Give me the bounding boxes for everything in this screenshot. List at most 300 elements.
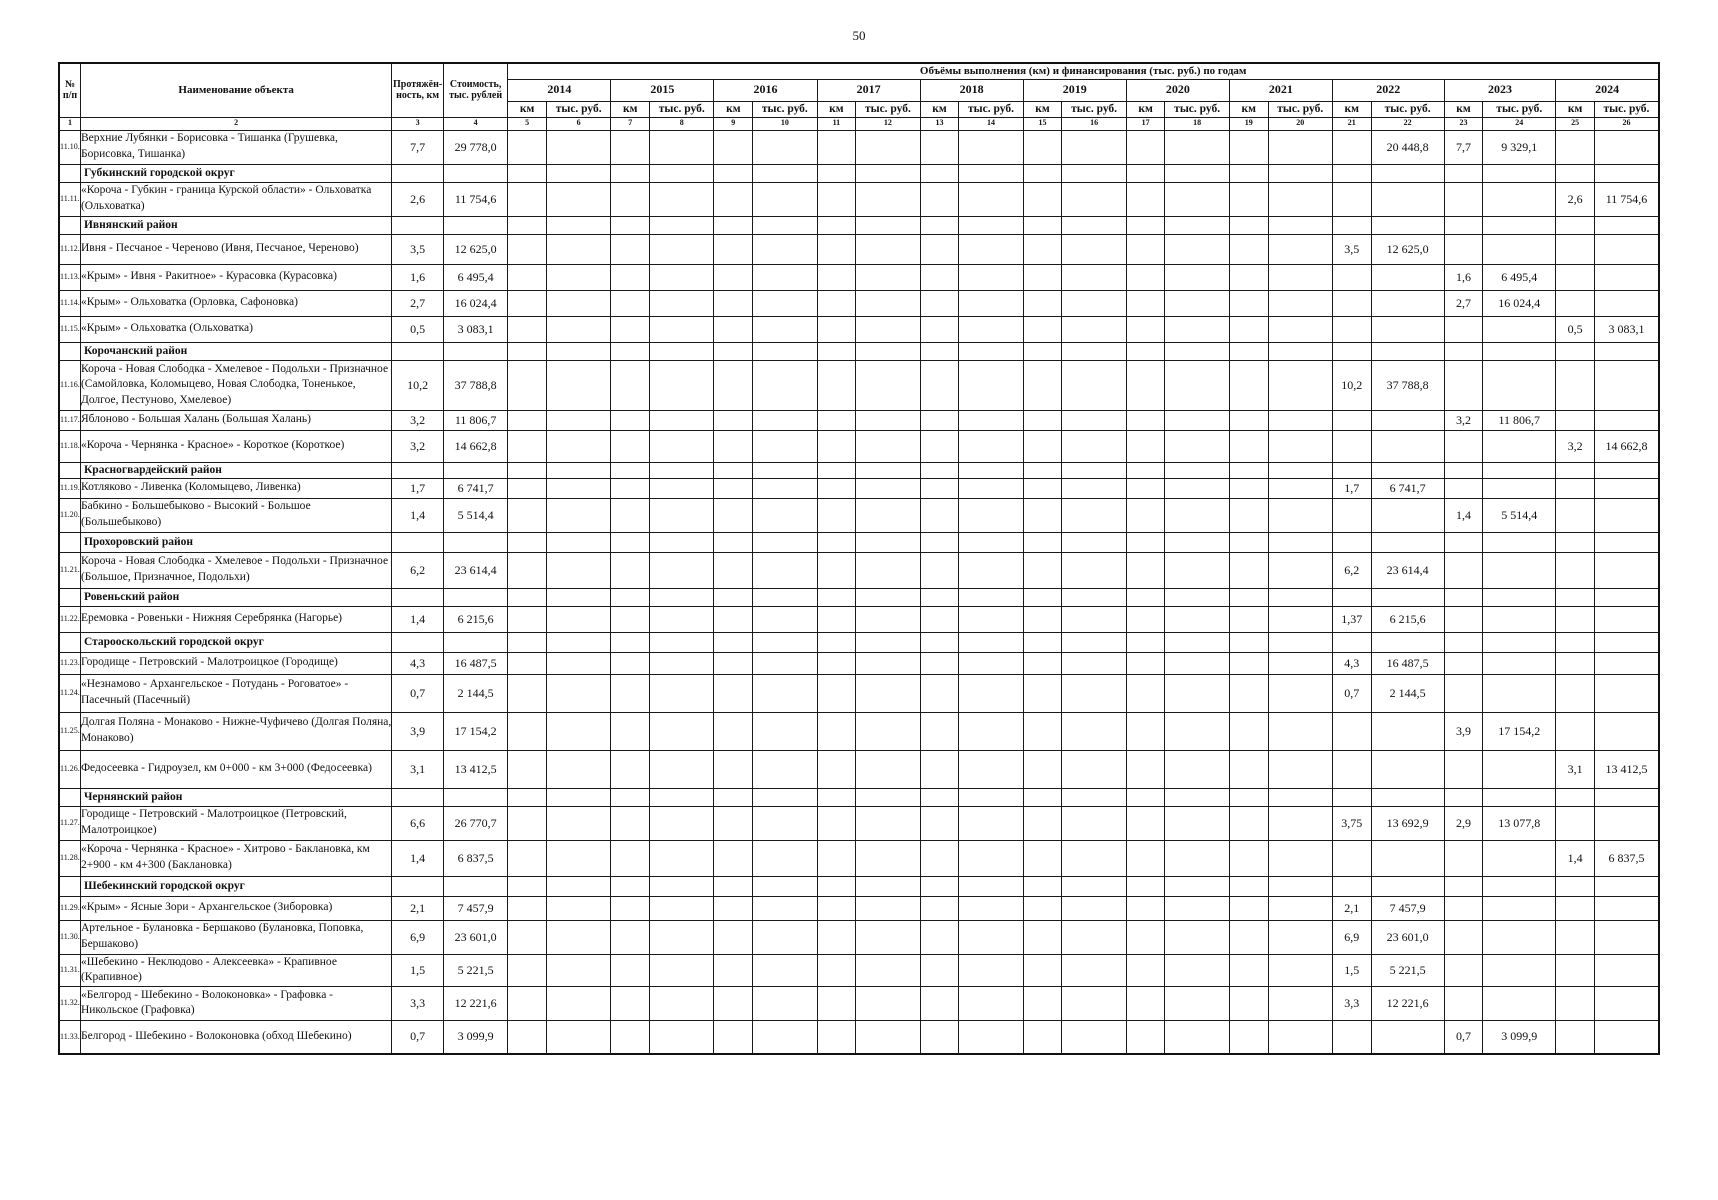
rub-2022: [1371, 430, 1444, 462]
empty-cell: [856, 130, 920, 164]
empty-cell: [1229, 462, 1268, 478]
empty-cell: [1268, 588, 1332, 606]
empty-cell: [1165, 342, 1229, 360]
empty-cell: [920, 674, 959, 712]
empty-cell: [1268, 130, 1332, 164]
table-row: [59, 360, 1659, 410]
empty-cell: [1268, 498, 1332, 532]
empty-cell: [650, 986, 714, 1020]
empty-cell: [1332, 588, 1371, 606]
cost-total: 26 770,7: [443, 806, 507, 840]
empty-cell: [611, 410, 650, 430]
object-name: «Крым» - Ольховатка (Орловка, Сафоновка): [80, 290, 391, 316]
empty-cell: [546, 750, 610, 788]
empty-cell: [1165, 478, 1229, 498]
section-row: [59, 342, 1659, 360]
empty-cell: [856, 532, 920, 552]
rub-2023: [1483, 896, 1556, 920]
row-number: 11.12.: [59, 234, 80, 264]
empty-cell: [1023, 986, 1062, 1020]
empty-cell: [1483, 342, 1556, 360]
rub-2023: [1483, 920, 1556, 954]
rub-2024: [1594, 606, 1659, 632]
empty-cell: [1229, 498, 1268, 532]
empty-cell: [959, 430, 1023, 462]
empty-cell: [817, 652, 856, 674]
empty-cell: [650, 478, 714, 498]
table-row: [59, 290, 1659, 316]
empty-cell: [817, 164, 856, 182]
table-row: [59, 896, 1659, 920]
empty-cell: [546, 788, 610, 806]
km-2023: 1,4: [1444, 498, 1483, 532]
empty-cell: [1165, 130, 1229, 164]
empty-cell: [714, 876, 753, 896]
header-year-2021: 2021: [1229, 79, 1332, 101]
length-km: 1,6: [392, 264, 444, 290]
km-2022: [1332, 750, 1371, 788]
empty-cell: [1371, 532, 1444, 552]
section-name: Красногвардейский район: [80, 462, 391, 478]
length-km: 0,7: [392, 674, 444, 712]
empty-cell: [546, 674, 610, 712]
header-year-2017: 2017: [817, 79, 920, 101]
empty-cell: [1023, 606, 1062, 632]
empty-cell: [546, 840, 610, 876]
empty-cell: [546, 234, 610, 264]
empty-cell: [1165, 290, 1229, 316]
column-number: 10: [753, 117, 817, 130]
empty-cell: [508, 532, 547, 552]
section-name: Ровеньский район: [80, 588, 391, 606]
empty-cell: [714, 234, 753, 264]
empty-cell: [546, 920, 610, 954]
empty-cell: [1126, 316, 1165, 342]
header-year-2018: 2018: [920, 79, 1023, 101]
empty-cell: [1268, 606, 1332, 632]
km-2022: [1332, 498, 1371, 532]
empty-cell: [920, 606, 959, 632]
empty-cell: [1229, 788, 1268, 806]
rub-2022: 13 692,9: [1371, 806, 1444, 840]
empty-cell: [611, 788, 650, 806]
empty-cell: [714, 216, 753, 234]
empty-cell: [1229, 876, 1268, 896]
empty-cell: [1556, 216, 1595, 234]
empty-cell: [1023, 498, 1062, 532]
empty-cell: [714, 182, 753, 216]
empty-cell: [1062, 674, 1126, 712]
empty-cell: [1126, 1020, 1165, 1054]
km-2023: [1444, 840, 1483, 876]
empty-cell: [920, 552, 959, 588]
empty-cell: [959, 954, 1023, 986]
km-2023: [1444, 182, 1483, 216]
empty-cell: [714, 788, 753, 806]
empty-cell: [1268, 896, 1332, 920]
cost-total: 6 837,5: [443, 840, 507, 876]
table-row: [59, 498, 1659, 532]
empty-cell: [1062, 342, 1126, 360]
empty-cell: [508, 632, 547, 652]
empty-cell: [1332, 632, 1371, 652]
empty-cell: [508, 588, 547, 606]
empty-cell: [650, 532, 714, 552]
empty-cell: [1023, 130, 1062, 164]
empty-cell: [1165, 920, 1229, 954]
empty-cell: [611, 632, 650, 652]
empty-cell: [817, 234, 856, 264]
empty-cell: [1062, 954, 1126, 986]
header-km-2018: км: [920, 101, 959, 117]
empty-cell: [508, 498, 547, 532]
table-row: [59, 182, 1659, 216]
empty-cell: [1229, 360, 1268, 410]
empty-cell: [959, 840, 1023, 876]
empty-cell: [508, 750, 547, 788]
empty-cell: [1268, 478, 1332, 498]
header-rub-2024: тыс. руб.: [1594, 101, 1659, 117]
table-row: [59, 712, 1659, 750]
empty-cell: [1268, 652, 1332, 674]
empty-cell: [546, 182, 610, 216]
rub-2023: [1483, 552, 1556, 588]
km-2022: 0,7: [1332, 674, 1371, 712]
rub-2024: [1594, 674, 1659, 712]
empty-cell: [753, 986, 817, 1020]
header-rub-2017: тыс. руб.: [856, 101, 920, 117]
empty-cell: [1229, 234, 1268, 264]
empty-cell: [1023, 342, 1062, 360]
rub-2024: [1594, 712, 1659, 750]
empty-cell: [920, 478, 959, 498]
row-number: 11.11.: [59, 182, 80, 216]
empty-cell: [1126, 216, 1165, 234]
header-year-2022: 2022: [1332, 79, 1444, 101]
empty-cell: [1165, 750, 1229, 788]
empty-cell: [1023, 1020, 1062, 1054]
empty-cell: [546, 986, 610, 1020]
empty-cell: [1371, 632, 1444, 652]
column-number: 12: [856, 117, 920, 130]
row-number: 11.20.: [59, 498, 80, 532]
empty-cell: [508, 606, 547, 632]
empty-cell: [1165, 606, 1229, 632]
empty-cell: [650, 462, 714, 478]
empty-cell: [1268, 674, 1332, 712]
section-row: [59, 788, 1659, 806]
empty-cell: [753, 316, 817, 342]
rub-2023: 3 099,9: [1483, 1020, 1556, 1054]
empty-cell: [1062, 986, 1126, 1020]
empty-cell: [714, 410, 753, 430]
empty-cell: [611, 182, 650, 216]
empty-cell: [1556, 632, 1595, 652]
rub-2022: 37 788,8: [1371, 360, 1444, 410]
header-km-2019: км: [1023, 101, 1062, 117]
empty-cell: [753, 182, 817, 216]
empty-cell: [1332, 216, 1371, 234]
row-number: 11.18.: [59, 430, 80, 462]
empty-cell: [959, 606, 1023, 632]
empty-cell: [1229, 606, 1268, 632]
row-number: 11.13.: [59, 264, 80, 290]
rub-2024: [1594, 806, 1659, 840]
empty-cell: [1268, 750, 1332, 788]
empty-cell: [1229, 410, 1268, 430]
empty-cell: [443, 588, 507, 606]
empty-cell: [817, 750, 856, 788]
empty-cell: [753, 478, 817, 498]
km-2023: [1444, 606, 1483, 632]
length-km: 6,2: [392, 552, 444, 588]
rub-2023: [1483, 478, 1556, 498]
empty-cell: [546, 216, 610, 234]
section-row: [59, 532, 1659, 552]
column-number: 25: [1556, 117, 1595, 130]
empty-cell: [650, 750, 714, 788]
empty-cell: [1126, 290, 1165, 316]
length-km: 0,5: [392, 316, 444, 342]
empty-cell: [856, 1020, 920, 1054]
empty-cell: [611, 986, 650, 1020]
empty-cell: [1371, 164, 1444, 182]
rub-2022: 6 215,6: [1371, 606, 1444, 632]
empty-cell: [920, 462, 959, 478]
table-row: [59, 316, 1659, 342]
empty-cell: [1062, 130, 1126, 164]
empty-cell: [1229, 1020, 1268, 1054]
object-name: Долгая Поляна - Монаково - Нижне-Чуфичево (Долгая Поляна, Монаково): [80, 712, 391, 750]
empty-cell: [817, 1020, 856, 1054]
empty-cell: [1483, 462, 1556, 478]
empty-cell: [443, 164, 507, 182]
row-number: 11.27.: [59, 806, 80, 840]
object-name: «Короча - Чернянка - Красное» - Хитрово - Баклановка, км 2+900 - км 4+300 (Баклановка): [80, 840, 391, 876]
row-number: 11.21.: [59, 552, 80, 588]
empty-cell: [817, 316, 856, 342]
empty-cell: [959, 876, 1023, 896]
empty-cell: [1023, 552, 1062, 588]
empty-cell: [508, 674, 547, 712]
empty-cell: [650, 316, 714, 342]
empty-cell: [1229, 342, 1268, 360]
empty-cell: [1023, 896, 1062, 920]
km-2023: [1444, 954, 1483, 986]
header-km-2017: км: [817, 101, 856, 117]
empty-cell: [546, 632, 610, 652]
empty-cell: [1062, 498, 1126, 532]
empty-cell: [508, 216, 547, 234]
empty-cell: [1126, 840, 1165, 876]
empty-cell: [1229, 430, 1268, 462]
column-number: 15: [1023, 117, 1062, 130]
empty-cell: [856, 290, 920, 316]
empty-cell: [650, 840, 714, 876]
km-2023: [1444, 430, 1483, 462]
header-rub-2018: тыс. руб.: [959, 101, 1023, 117]
empty-cell: [753, 840, 817, 876]
empty-cell: [1126, 954, 1165, 986]
empty-cell: [1229, 130, 1268, 164]
empty-cell: [650, 130, 714, 164]
empty-cell: [856, 840, 920, 876]
empty-cell: [714, 462, 753, 478]
empty-cell: [714, 164, 753, 182]
km-2024: [1556, 674, 1595, 712]
empty-cell: [920, 316, 959, 342]
rub-2022: [1371, 750, 1444, 788]
empty-cell: [611, 316, 650, 342]
empty-cell: [753, 264, 817, 290]
section-name: Шебекинский городской округ: [80, 876, 391, 896]
km-2022: 10,2: [1332, 360, 1371, 410]
empty-cell: [1023, 430, 1062, 462]
empty-cell: [920, 986, 959, 1020]
empty-cell: [1268, 876, 1332, 896]
cost-total: 23 614,4: [443, 552, 507, 588]
column-number: 23: [1444, 117, 1483, 130]
empty-cell: [546, 360, 610, 410]
object-name: Федосеевка - Гидроузел, км 0+000 - км 3+000 (Федосеевка): [80, 750, 391, 788]
empty-cell: [817, 342, 856, 360]
empty-cell: [1371, 342, 1444, 360]
empty-cell: [392, 462, 444, 478]
empty-cell: [508, 1020, 547, 1054]
empty-cell: [546, 290, 610, 316]
empty-cell: [546, 712, 610, 750]
km-2023: [1444, 896, 1483, 920]
row-number: 11.31.: [59, 954, 80, 986]
row-number: 11.30.: [59, 920, 80, 954]
empty-cell: [959, 750, 1023, 788]
length-km: 6,9: [392, 920, 444, 954]
rub-2024: [1594, 920, 1659, 954]
empty-cell: [1023, 462, 1062, 478]
empty-cell: [1594, 216, 1659, 234]
object-name: «Шебекино - Неклюдово - Алексеевка» - Крапивное (Крапивное): [80, 954, 391, 986]
empty-cell: [856, 552, 920, 588]
object-name: Верхние Лубянки - Борисовка - Тишанка (Грушевка, Борисовка, Тишанка): [80, 130, 391, 164]
empty-cell: [1332, 342, 1371, 360]
empty-cell: [817, 806, 856, 840]
empty-cell: [1556, 342, 1595, 360]
empty-cell: [650, 1020, 714, 1054]
km-2024: [1556, 712, 1595, 750]
header-rub-2019: тыс. руб.: [1062, 101, 1126, 117]
km-2024: 1,4: [1556, 840, 1595, 876]
rub-2022: [1371, 264, 1444, 290]
empty-cell: [59, 342, 80, 360]
rub-2022: [1371, 1020, 1444, 1054]
empty-cell: [1126, 234, 1165, 264]
section-name: Прохоровский район: [80, 532, 391, 552]
empty-cell: [611, 462, 650, 478]
empty-cell: [1556, 164, 1595, 182]
empty-cell: [714, 1020, 753, 1054]
rub-2022: [1371, 290, 1444, 316]
rub-2023: [1483, 750, 1556, 788]
rub-2022: 2 144,5: [1371, 674, 1444, 712]
empty-cell: [753, 532, 817, 552]
empty-cell: [1062, 532, 1126, 552]
empty-cell: [959, 316, 1023, 342]
empty-cell: [546, 896, 610, 920]
empty-cell: [443, 532, 507, 552]
empty-cell: [1062, 606, 1126, 632]
empty-cell: [1594, 788, 1659, 806]
length-km: 1,7: [392, 478, 444, 498]
empty-cell: [650, 342, 714, 360]
empty-cell: [753, 164, 817, 182]
empty-cell: [611, 588, 650, 606]
empty-cell: [1023, 632, 1062, 652]
empty-cell: [1444, 342, 1483, 360]
table-row: [59, 840, 1659, 876]
empty-cell: [611, 806, 650, 840]
empty-cell: [1483, 532, 1556, 552]
empty-cell: [1371, 216, 1444, 234]
empty-cell: [650, 632, 714, 652]
rub-2023: 9 329,1: [1483, 130, 1556, 164]
empty-cell: [1268, 712, 1332, 750]
empty-cell: [546, 130, 610, 164]
rub-2022: 7 457,9: [1371, 896, 1444, 920]
empty-cell: [508, 896, 547, 920]
row-number: 11.24.: [59, 674, 80, 712]
cost-total: 23 601,0: [443, 920, 507, 954]
empty-cell: [1023, 532, 1062, 552]
section-name: Ивнянский район: [80, 216, 391, 234]
empty-cell: [959, 632, 1023, 652]
empty-cell: [1126, 896, 1165, 920]
empty-cell: [1165, 430, 1229, 462]
empty-cell: [1126, 750, 1165, 788]
empty-cell: [1556, 876, 1595, 896]
empty-cell: [817, 430, 856, 462]
rub-2023: [1483, 360, 1556, 410]
empty-cell: [856, 316, 920, 342]
column-number: 1: [59, 117, 80, 130]
empty-cell: [920, 430, 959, 462]
empty-cell: [817, 264, 856, 290]
empty-cell: [546, 430, 610, 462]
empty-cell: [650, 920, 714, 954]
empty-cell: [714, 430, 753, 462]
km-2022: [1332, 182, 1371, 216]
empty-cell: [753, 652, 817, 674]
empty-cell: [753, 920, 817, 954]
empty-cell: [714, 316, 753, 342]
header-year-2016: 2016: [714, 79, 817, 101]
empty-cell: [59, 164, 80, 182]
empty-cell: [1268, 806, 1332, 840]
length-km: 3,1: [392, 750, 444, 788]
empty-cell: [1229, 840, 1268, 876]
empty-cell: [443, 216, 507, 234]
empty-cell: [508, 264, 547, 290]
empty-cell: [1165, 632, 1229, 652]
rub-2023: [1483, 182, 1556, 216]
empty-cell: [920, 360, 959, 410]
empty-cell: [508, 876, 547, 896]
empty-cell: [1556, 788, 1595, 806]
empty-cell: [753, 130, 817, 164]
empty-cell: [920, 532, 959, 552]
empty-cell: [546, 478, 610, 498]
section-name: Чернянский район: [80, 788, 391, 806]
empty-cell: [959, 478, 1023, 498]
